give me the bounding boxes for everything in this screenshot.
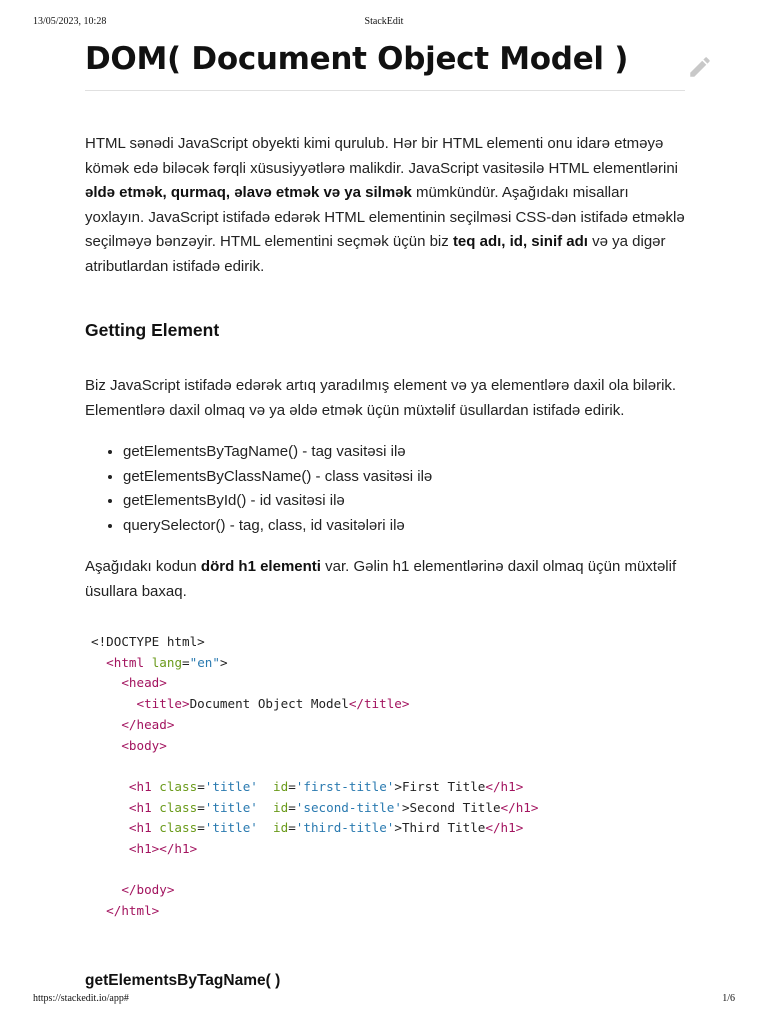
print-footer xyxy=(0,993,768,1007)
intro-text-3: və ya digər atributlardan istifadə edirik. xyxy=(85,233,666,275)
print-app-title: StackEdit xyxy=(364,16,404,27)
list-item: • getElementsById() - id vasitəsi ilə xyxy=(123,489,685,514)
next-heading: getElementsByTagName( ) xyxy=(85,971,281,989)
document-title: DOM( Document Object Model ) xyxy=(85,30,685,91)
code-body-close: </body> xyxy=(121,882,175,898)
print-page-number: 1/6 xyxy=(722,993,735,1004)
section-heading: Getting Element xyxy=(85,320,220,340)
pencil-icon[interactable] xyxy=(687,54,713,80)
intro-text-2: mümkündür. Aşağıdakı misalları yoxlayın. JavaScript istifadə edərək HTML elementinin seçilməsi CSS-dən istifadə etməklə seçilməyə bənzəyir. HTML elementini seçmək üçün biz xyxy=(85,184,685,250)
code-title-text: Document Object Model xyxy=(189,696,349,712)
print-url: https://stackedit.io/app# xyxy=(33,993,129,1004)
print-datetime: 13/05/2023, 10:28 xyxy=(33,16,107,27)
document-page xyxy=(85,30,685,992)
list-item: • querySelector() - tag, class, id vasitələri ilə xyxy=(123,514,685,539)
intro-paragraph xyxy=(85,132,685,279)
code-h1-text: Second Title xyxy=(409,799,501,815)
code-head-close: </head> xyxy=(121,716,175,732)
code-html-tag: html xyxy=(113,654,145,670)
code-intro-text-1: Aşağıdakı kodun xyxy=(85,558,201,575)
code-h1-text: First Title xyxy=(401,778,486,794)
code-intro-paragraph xyxy=(85,555,685,604)
code-html-close: </html> xyxy=(106,903,160,919)
print-header xyxy=(0,16,768,30)
intro-bold-1: əldə etmək, qurmaq, əlavə etmək və ya silmək xyxy=(85,184,412,201)
intro-text-1: HTML sənədi JavaScript obyekti kimi qurulub. Hər bir HTML elementi onu idarə etməyə kömək edə biləcək fərqli xüsusiyyətlərə malikdir. JavaScript vasitəsilə HTML elementlərini xyxy=(85,135,679,177)
code-block: <!DOCTYPE html> <html lang="en"> <head> <title>Document Object Model</title> </head> <body> <h1 class='title' id='first-title'>First Title</h1> <h1 class='title' id='second-title'>Second Title</h1> <h1 class='title' id='third-title'>Third Title</h1> <h1></h1> </body> </html> xyxy=(91,634,539,919)
list-item: • getElementsByTagName() - tag vasitəsi ilə xyxy=(123,440,685,465)
code-doctype: <!DOCTYPE html> xyxy=(91,634,205,649)
methods-list xyxy=(85,440,685,538)
code-intro-bold: dörd h1 elementi xyxy=(200,558,321,575)
code-intro-text-2: var. Gəlin h1 elementlərinə daxil olmaq üçün müxtəlif üsullara baxaq. xyxy=(85,558,677,600)
code-h1-text: Third Title xyxy=(401,820,486,836)
code-body-open: <body> xyxy=(121,737,167,753)
code-head-open: <head> xyxy=(121,675,167,691)
list-item: • getElementsByClassName() - class vasitəsi ilə xyxy=(123,465,685,490)
intro-bold-2: teq adı, id, sinif adı xyxy=(452,233,588,250)
section-paragraph: Biz JavaScript istifadə edərək artıq yaradılmış element və ya elementlərə daxil ola bilərik. Elementlərə daxil olmaq və ya əldə etmək üçün müxtəlif üsullardan istifadə edirik. xyxy=(85,377,677,419)
